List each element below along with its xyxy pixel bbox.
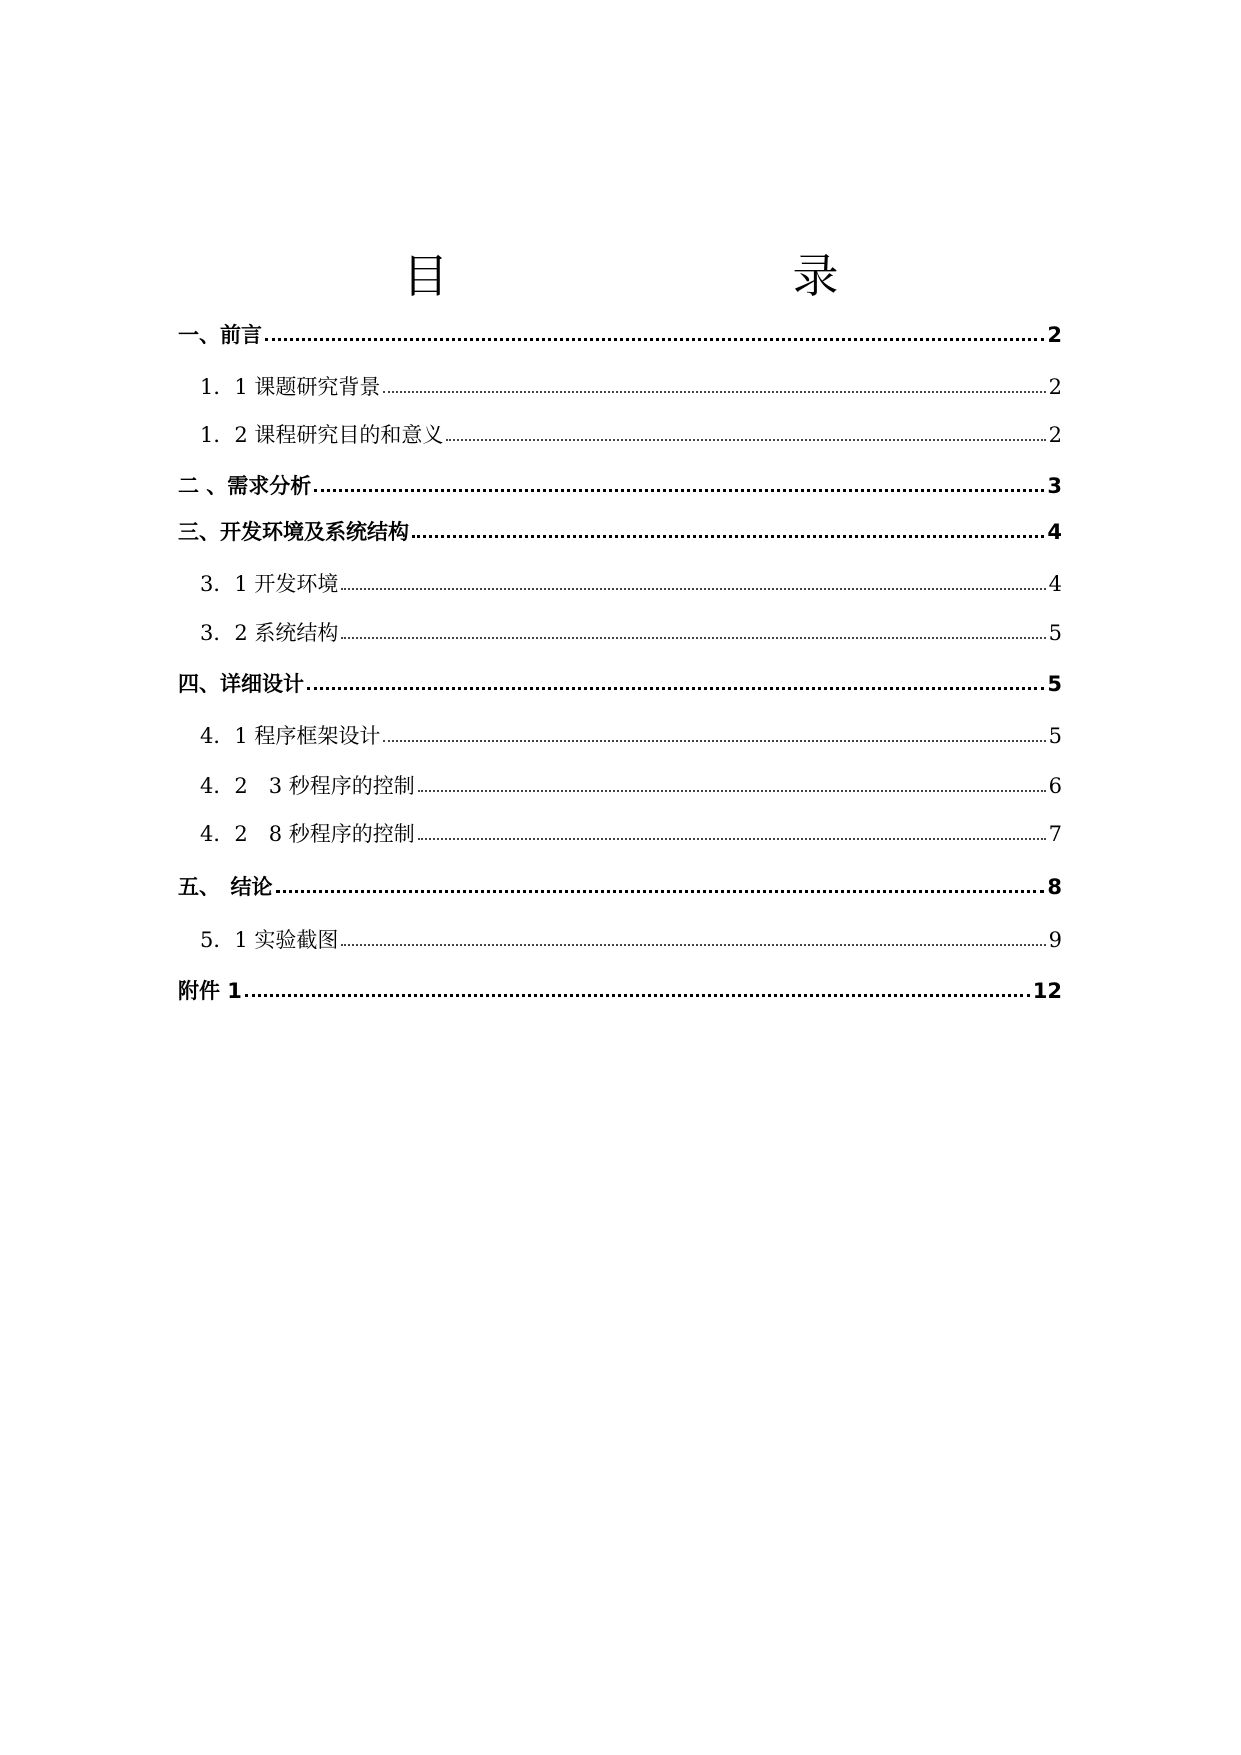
toc-entry-page: 4 (1047, 520, 1062, 544)
toc-entry-preface[interactable] (178, 320, 1062, 350)
toc-entry-design[interactable] (178, 669, 1062, 699)
toc-entry-environment[interactable] (178, 517, 1062, 547)
toc-entry-page: 5 (1047, 672, 1062, 696)
toc-entry-page: 5 (1048, 621, 1062, 645)
dot-leader (383, 380, 1045, 393)
toc-entry-requirements[interactable] (178, 471, 1062, 501)
dot-leader (314, 478, 1044, 492)
toc-entry-label: 1．2 课程研究目的和意义 (200, 423, 444, 447)
toc-entry-page: 2 (1048, 423, 1062, 447)
toc-entry-page: 2 (1047, 323, 1062, 347)
toc-entry-page: 9 (1048, 928, 1062, 952)
toc-entry-4-2-b[interactable] (178, 819, 1062, 849)
dot-leader (341, 933, 1045, 946)
toc-entry-page: 7 (1048, 822, 1062, 846)
toc-entry-label: 四、详细设计 (178, 672, 304, 696)
toc-entry-1-1[interactable] (178, 372, 1062, 402)
dot-leader (341, 577, 1045, 590)
dot-leader (412, 524, 1044, 538)
toc-entry-4-2-a[interactable] (178, 771, 1062, 801)
dot-leader (276, 879, 1045, 893)
toc-entry-conclusion[interactable] (178, 872, 1062, 902)
toc-entry-page: 8 (1047, 875, 1062, 899)
toc-entry-label: 附件 1 (178, 979, 242, 1003)
toc-title: 目 录 (402, 249, 923, 303)
toc-entry-3-1[interactable] (178, 569, 1062, 599)
toc-entry-label: 三、开发环境及系统结构 (178, 520, 409, 544)
dot-leader (265, 327, 1044, 341)
dot-leader (341, 626, 1045, 639)
toc-entry-label: 1．1 课题研究背景 (200, 375, 381, 399)
toc-entry-3-2[interactable] (178, 618, 1062, 648)
toc-entry-4-1[interactable] (178, 721, 1062, 751)
toc-entry-appendix-1[interactable] (178, 976, 1062, 1006)
toc-entry-label: 4．1 程序框架设计 (200, 724, 381, 748)
toc-entry-label: 3．1 开发环境 (200, 572, 339, 596)
toc-entry-page: 6 (1048, 774, 1062, 798)
toc-entry-label: 一、前言 (178, 323, 262, 347)
toc-entry-1-2[interactable] (178, 420, 1062, 450)
toc-entry-5-1[interactable] (178, 925, 1062, 955)
toc-entry-page: 12 (1032, 979, 1062, 1003)
dot-leader (383, 729, 1045, 742)
toc-entry-page: 2 (1048, 375, 1062, 399)
dot-leader (307, 676, 1044, 690)
dot-leader (446, 428, 1045, 441)
toc-entry-label: 4．2 3 秒程序的控制 (200, 774, 415, 798)
toc-entry-label: 5．1 实验截图 (200, 928, 339, 952)
toc-entry-label: 五、 结论 (178, 875, 273, 899)
dot-leader (418, 827, 1046, 840)
dot-leader (418, 779, 1046, 792)
table-of-contents (178, 0, 1062, 1755)
toc-entry-page: 4 (1048, 572, 1062, 596)
toc-entry-label: 二 、需求分析 (178, 474, 312, 498)
toc-entry-label: 3．2 系统结构 (200, 621, 339, 645)
toc-entry-page: 5 (1048, 724, 1062, 748)
dot-leader (245, 983, 1030, 997)
toc-entry-label: 4．2 8 秒程序的控制 (200, 822, 415, 846)
toc-entry-page: 3 (1047, 474, 1062, 498)
